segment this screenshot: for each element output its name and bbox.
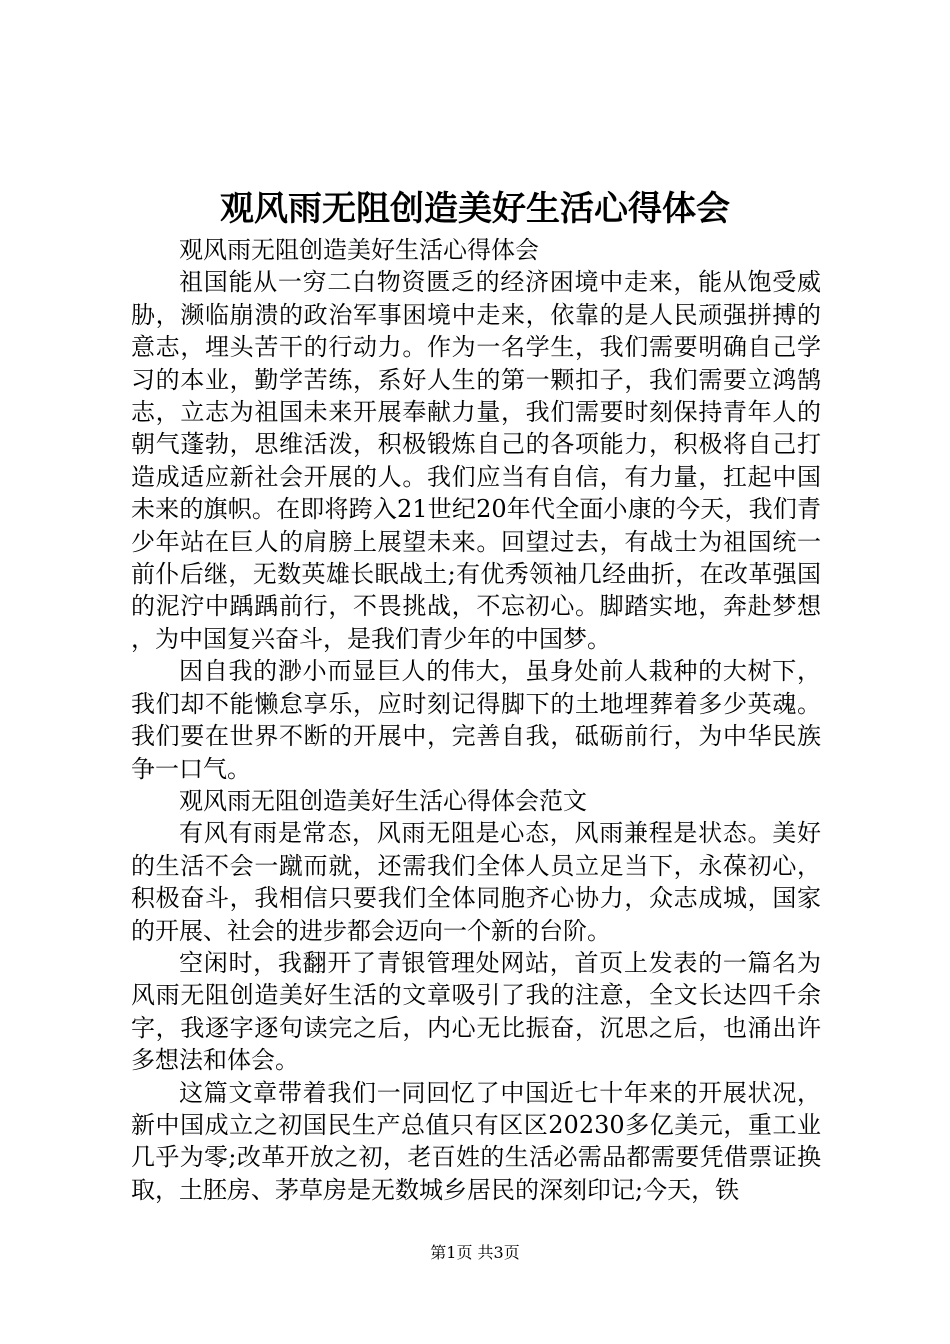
paragraph: 空闲时，我翻开了青银管理处网站，首页上发表的一篇名为风雨无阻创造美好生活的文章吸引了我的注意，全文长达四千余字，我逐字逐句读完之后，内心无比振奋，沉思之后，也涌出许多想法和体会。 (131, 948, 821, 1075)
document-title: 观风雨无阻创造美好生活心得体会 (220, 189, 730, 229)
paragraph-section-heading: 观风雨无阻创造美好生活心得体会范文 (179, 786, 587, 815)
paragraph: 祖国能从一穷二白物资匮乏的经济困境中走来，能从饱受威胁，濒临崩溃的政治军事困境中走来，依靠的是人民顽强拼搏的意志，埋头苦干的行动力。作为一名学生，我们需要明确自己学习的本业，勤学苦练，系好人生的第一颗扣子，我们需要立鸿鹄志，立志为祖国未来开展奉献力量，我们需要时刻保持青年人的朝气蓬勃，思维活泼，积极锻炼自己的各项能力，积极将自己打造成适应新社会开展的人。我们应当有自信，有力量，扛起中国未来的旗帜。在即将跨入21世纪20年代全面小康的今天，我们青少年站在巨人的肩膀上展望未来。回望过去，有战士为祖国统一前仆后继，无数英雄长眠战土;有优秀领袖几经曲折，在改革强国的泥泞中踽踽前行，不畏挑战，不忘初心。脚踏实地，奔赴梦想，为中国复兴奋斗，是我们青少年的中国梦。 (131, 268, 821, 653)
paragraph: 有风有雨是常态，风雨无阻是心态，风雨兼程是状态。美好的生活不会一蹴而就，还需我们全体人员立足当下，永葆初心，积极奋斗，我相信只要我们全体同胞齐心协力，众志成城，国家的开展、社会的进步都会迈向一个新的台阶。 (131, 819, 821, 945)
page-number-footer: 第1页 共3页 (430, 1243, 520, 1262)
paragraph: 因自我的渺小而显巨人的伟大，虽身处前人栽种的大树下，我们却不能懒怠享乐，应时刻记得脚下的土地埋葬着多少英魂。我们要在世界不断的开展中，完善自我，砥砺前行，为中华民族争一口气。 (131, 657, 821, 783)
document-body (131, 234, 821, 1206)
paragraph-subtitle: 观风雨无阻创造美好生活心得体会 (179, 236, 539, 264)
paragraph: 这篇文章带着我们一同回忆了中国近七十年来的开展状况，新中国成立之初国民生产总值只有区区20230多亿美元，重工业几乎为零;改革开放之初，老百姓的生活必需品都需要凭借票证换取，土胚房、茅草房是无数城乡居民的深刻印记;今天，铁 (131, 1078, 821, 1204)
